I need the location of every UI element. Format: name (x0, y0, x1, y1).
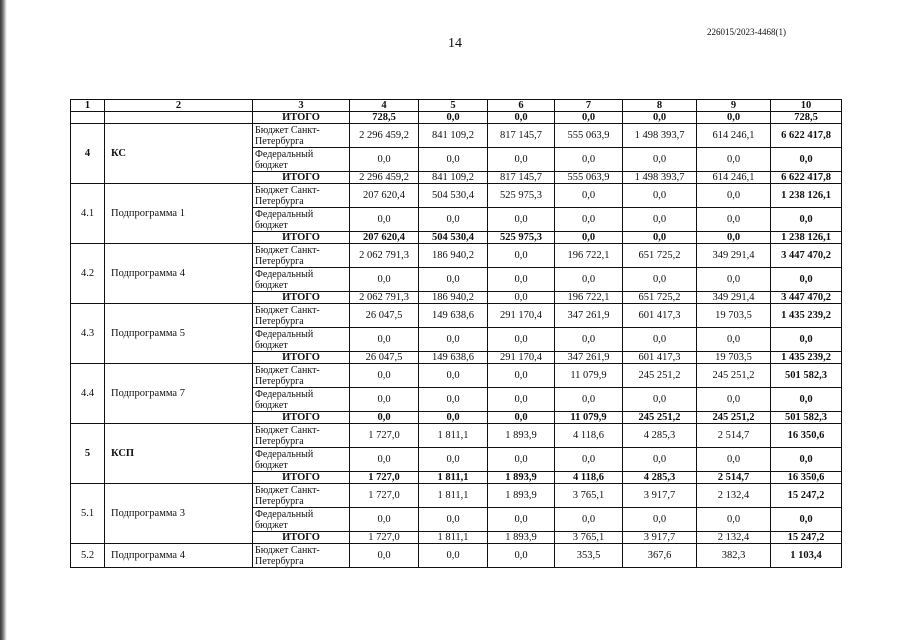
empty-cell (105, 112, 253, 124)
section-number: 5 (71, 424, 105, 484)
value-cell: 2 062 791,3 (350, 292, 419, 304)
value-cell: 1 811,1 (419, 484, 488, 508)
value-cell: 0,0 (419, 148, 488, 172)
value-cell: 1 498 393,7 (623, 172, 697, 184)
value-cell: 0,0 (488, 544, 555, 568)
value-cell: 0,0 (488, 292, 555, 304)
value-cell: 1 727,0 (350, 472, 419, 484)
value-cell: 11 079,9 (555, 364, 623, 388)
source-label: Бюджет Санкт-Петербурга (253, 124, 350, 148)
section-name: Подпрограмма 7 (105, 364, 253, 424)
value-cell: 2 132,4 (697, 484, 771, 508)
value-cell: 1 811,1 (419, 424, 488, 448)
value-cell: 1 893,9 (488, 484, 555, 508)
value-cell: 0,0 (419, 208, 488, 232)
value-cell: 1 238 126,1 (771, 184, 842, 208)
value-cell: 2 296 459,2 (350, 124, 419, 148)
value-cell: 0,0 (623, 208, 697, 232)
value-cell: 0,0 (623, 268, 697, 292)
value-cell: 15 247,2 (771, 484, 842, 508)
source-label: Бюджет Санкт-Петербурга (253, 544, 350, 568)
value-cell: 1 811,1 (419, 472, 488, 484)
section-number: 4 (71, 124, 105, 184)
section-number: 4.1 (71, 184, 105, 244)
section-number: 4.4 (71, 364, 105, 424)
source-label: Федеральный бюджет (253, 268, 350, 292)
value-cell: 0,0 (488, 328, 555, 352)
value-cell: 0,0 (697, 208, 771, 232)
value-cell: 601 417,3 (623, 352, 697, 364)
value-cell: 19 703,5 (697, 352, 771, 364)
budget-table (70, 99, 842, 568)
document-id: 226015/2023-4468(1) (707, 27, 786, 37)
top-total-row (71, 112, 842, 124)
value-cell: 149 638,6 (419, 352, 488, 364)
section-name: Подпрограмма 4 (105, 244, 253, 304)
value-cell: 349 291,4 (697, 244, 771, 268)
section-name: Подпрограмма 5 (105, 304, 253, 364)
scan-edge (0, 0, 7, 640)
value-cell: 1 435 239,2 (771, 304, 842, 328)
value-cell: 4 285,3 (623, 424, 697, 448)
value-cell: 11 079,9 (555, 412, 623, 424)
value-cell: 6 622 417,8 (771, 172, 842, 184)
value-cell: 0,0 (623, 232, 697, 244)
value-cell: 728,5 (350, 112, 419, 124)
value-cell: 0,0 (697, 232, 771, 244)
value-cell: 196 722,1 (555, 292, 623, 304)
value-cell: 728,5 (771, 112, 842, 124)
col-header: 5 (419, 100, 488, 112)
value-cell: 0,0 (419, 544, 488, 568)
value-cell: 0,0 (555, 148, 623, 172)
value-cell: 0,0 (350, 208, 419, 232)
value-cell: 0,0 (623, 184, 697, 208)
value-cell: 367,6 (623, 544, 697, 568)
value-cell: 0,0 (555, 268, 623, 292)
value-cell: 0,0 (623, 328, 697, 352)
section-name: Подпрограмма 4 (105, 544, 253, 568)
value-cell: 0,0 (555, 112, 623, 124)
value-cell: 2 514,7 (697, 472, 771, 484)
value-cell: 196 722,1 (555, 244, 623, 268)
value-cell: 207 620,4 (350, 232, 419, 244)
value-cell: 0,0 (488, 508, 555, 532)
value-cell: 0,0 (555, 508, 623, 532)
value-cell: 3 765,1 (555, 532, 623, 544)
source-label: Бюджет Санкт-Петербурга (253, 364, 350, 388)
value-cell: 149 638,6 (419, 304, 488, 328)
value-cell: 1 893,9 (488, 532, 555, 544)
value-cell: 0,0 (488, 244, 555, 268)
value-cell: 0,0 (697, 184, 771, 208)
value-cell: 0,0 (350, 448, 419, 472)
value-cell: 0,0 (419, 268, 488, 292)
value-cell: 0,0 (350, 544, 419, 568)
value-cell: 0,0 (350, 412, 419, 424)
section-number: 5.2 (71, 544, 105, 568)
value-cell: 1 435 239,2 (771, 352, 842, 364)
value-cell: 555 063,9 (555, 124, 623, 148)
value-cell: 0,0 (419, 364, 488, 388)
value-cell: 0,0 (771, 328, 842, 352)
source-label: Бюджет Санкт-Петербурга (253, 304, 350, 328)
value-cell: 0,0 (697, 508, 771, 532)
value-cell: 207 620,4 (350, 184, 419, 208)
value-cell: 0,0 (623, 508, 697, 532)
source-label: Бюджет Санкт-Петербурга (253, 484, 350, 508)
value-cell: 3 447 470,2 (771, 292, 842, 304)
value-cell: 291 170,4 (488, 304, 555, 328)
value-cell: 186 940,2 (419, 292, 488, 304)
value-cell: 651 725,2 (623, 244, 697, 268)
value-cell: 841 109,2 (419, 172, 488, 184)
value-cell: 0,0 (555, 232, 623, 244)
value-cell: 0,0 (488, 112, 555, 124)
value-cell: 245 251,2 (623, 412, 697, 424)
section-name: КС (105, 124, 253, 184)
value-cell: 2 514,7 (697, 424, 771, 448)
value-cell: 0,0 (555, 328, 623, 352)
source-label: Федеральный бюджет (253, 388, 350, 412)
value-cell: 0,0 (350, 328, 419, 352)
value-cell: 1 498 393,7 (623, 124, 697, 148)
value-cell: 291 170,4 (488, 352, 555, 364)
source-label: Федеральный бюджет (253, 208, 350, 232)
total-label: ИТОГО (253, 532, 350, 544)
value-cell: 1 727,0 (350, 424, 419, 448)
col-header: 7 (555, 100, 623, 112)
budget-row (71, 484, 842, 508)
value-cell: 0,0 (350, 268, 419, 292)
value-cell: 0,0 (771, 388, 842, 412)
value-cell: 3 765,1 (555, 484, 623, 508)
value-cell: 4 118,6 (555, 472, 623, 484)
header-row (71, 100, 842, 112)
value-cell: 0,0 (555, 208, 623, 232)
col-header: 10 (771, 100, 842, 112)
value-cell: 1 727,0 (350, 484, 419, 508)
value-cell: 614 246,1 (697, 124, 771, 148)
value-cell: 3 447 470,2 (771, 244, 842, 268)
value-cell: 2 296 459,2 (350, 172, 419, 184)
value-cell: 0,0 (488, 412, 555, 424)
budget-row (71, 364, 842, 388)
col-header: 1 (71, 100, 105, 112)
source-label: Федеральный бюджет (253, 148, 350, 172)
source-label: Федеральный бюджет (253, 508, 350, 532)
value-cell: 0,0 (350, 364, 419, 388)
value-cell: 0,0 (771, 268, 842, 292)
value-cell: 0,0 (419, 328, 488, 352)
source-label: Бюджет Санкт-Петербурга (253, 244, 350, 268)
value-cell: 0,0 (697, 112, 771, 124)
value-cell: 0,0 (771, 148, 842, 172)
budget-row (71, 544, 842, 568)
value-cell: 0,0 (350, 148, 419, 172)
value-cell: 16 350,6 (771, 424, 842, 448)
source-label: Бюджет Санкт-Петербурга (253, 184, 350, 208)
value-cell: 0,0 (697, 148, 771, 172)
value-cell: 817 145,7 (488, 172, 555, 184)
empty-cell (71, 112, 105, 124)
value-cell: 0,0 (350, 388, 419, 412)
col-header: 4 (350, 100, 419, 112)
value-cell: 0,0 (419, 448, 488, 472)
value-cell: 0,0 (697, 328, 771, 352)
value-cell: 2 132,4 (697, 532, 771, 544)
value-cell: 0,0 (419, 412, 488, 424)
value-cell: 1 893,9 (488, 424, 555, 448)
section-number: 4.3 (71, 304, 105, 364)
value-cell: 0,0 (488, 448, 555, 472)
value-cell: 525 975,3 (488, 184, 555, 208)
value-cell: 841 109,2 (419, 124, 488, 148)
value-cell: 186 940,2 (419, 244, 488, 268)
value-cell: 0,0 (771, 508, 842, 532)
value-cell: 525 975,3 (488, 232, 555, 244)
value-cell: 501 582,3 (771, 412, 842, 424)
col-header: 6 (488, 100, 555, 112)
total-label: ИТОГО (253, 472, 350, 484)
value-cell: 0,0 (488, 208, 555, 232)
value-cell: 0,0 (697, 388, 771, 412)
value-cell: 601 417,3 (623, 304, 697, 328)
value-cell: 0,0 (623, 448, 697, 472)
value-cell: 1 811,1 (419, 532, 488, 544)
value-cell: 0,0 (555, 448, 623, 472)
col-header: 8 (623, 100, 697, 112)
value-cell: 245 251,2 (697, 412, 771, 424)
value-cell: 349 291,4 (697, 292, 771, 304)
section-name: Подпрограмма 3 (105, 484, 253, 544)
value-cell: 0,0 (697, 268, 771, 292)
budget-row (71, 244, 842, 268)
section-number: 5.1 (71, 484, 105, 544)
source-label: Бюджет Санкт-Петербурга (253, 424, 350, 448)
value-cell: 0,0 (488, 268, 555, 292)
value-cell: 0,0 (555, 184, 623, 208)
source-label: Федеральный бюджет (253, 328, 350, 352)
value-cell: 0,0 (623, 148, 697, 172)
value-cell: 15 247,2 (771, 532, 842, 544)
col-header: 3 (253, 100, 350, 112)
budget-row (71, 304, 842, 328)
total-label: ИТОГО (253, 172, 350, 184)
budget-row (71, 124, 842, 148)
source-label: Федеральный бюджет (253, 448, 350, 472)
total-label: ИТОГО (253, 352, 350, 364)
total-label: ИТОГО (253, 112, 350, 124)
value-cell: 0,0 (419, 508, 488, 532)
budget-row (71, 184, 842, 208)
col-header: 2 (105, 100, 253, 112)
col-header: 9 (697, 100, 771, 112)
value-cell: 1 238 126,1 (771, 232, 842, 244)
total-label: ИТОГО (253, 412, 350, 424)
table-body (71, 100, 842, 568)
value-cell: 0,0 (771, 448, 842, 472)
value-cell: 504 530,4 (419, 184, 488, 208)
value-cell: 19 703,5 (697, 304, 771, 328)
value-cell: 353,5 (555, 544, 623, 568)
value-cell: 614 246,1 (697, 172, 771, 184)
section-name: КСП (105, 424, 253, 484)
value-cell: 0,0 (419, 112, 488, 124)
value-cell: 26 047,5 (350, 304, 419, 328)
value-cell: 382,3 (697, 544, 771, 568)
value-cell: 0,0 (771, 208, 842, 232)
value-cell: 0,0 (488, 388, 555, 412)
value-cell: 651 725,2 (623, 292, 697, 304)
value-cell: 504 530,4 (419, 232, 488, 244)
value-cell: 2 062 791,3 (350, 244, 419, 268)
value-cell: 245 251,2 (697, 364, 771, 388)
value-cell: 347 261,9 (555, 352, 623, 364)
value-cell: 16 350,6 (771, 472, 842, 484)
value-cell: 1 893,9 (488, 472, 555, 484)
value-cell: 4 285,3 (623, 472, 697, 484)
value-cell: 0,0 (697, 448, 771, 472)
value-cell: 1 727,0 (350, 532, 419, 544)
value-cell: 0,0 (488, 148, 555, 172)
value-cell: 0,0 (419, 388, 488, 412)
value-cell: 3 917,7 (623, 532, 697, 544)
value-cell: 817 145,7 (488, 124, 555, 148)
value-cell: 347 261,9 (555, 304, 623, 328)
value-cell: 1 103,4 (771, 544, 842, 568)
value-cell: 0,0 (555, 388, 623, 412)
value-cell: 26 047,5 (350, 352, 419, 364)
page-number: 14 (448, 36, 462, 51)
value-cell: 501 582,3 (771, 364, 842, 388)
total-label: ИТОГО (253, 232, 350, 244)
value-cell: 0,0 (488, 364, 555, 388)
value-cell: 0,0 (350, 508, 419, 532)
value-cell: 3 917,7 (623, 484, 697, 508)
value-cell: 4 118,6 (555, 424, 623, 448)
value-cell: 0,0 (623, 112, 697, 124)
total-label: ИТОГО (253, 292, 350, 304)
value-cell: 0,0 (623, 388, 697, 412)
value-cell: 555 063,9 (555, 172, 623, 184)
section-name: Подпрограмма 1 (105, 184, 253, 244)
section-number: 4.2 (71, 244, 105, 304)
value-cell: 245 251,2 (623, 364, 697, 388)
budget-row (71, 424, 842, 448)
value-cell: 6 622 417,8 (771, 124, 842, 148)
